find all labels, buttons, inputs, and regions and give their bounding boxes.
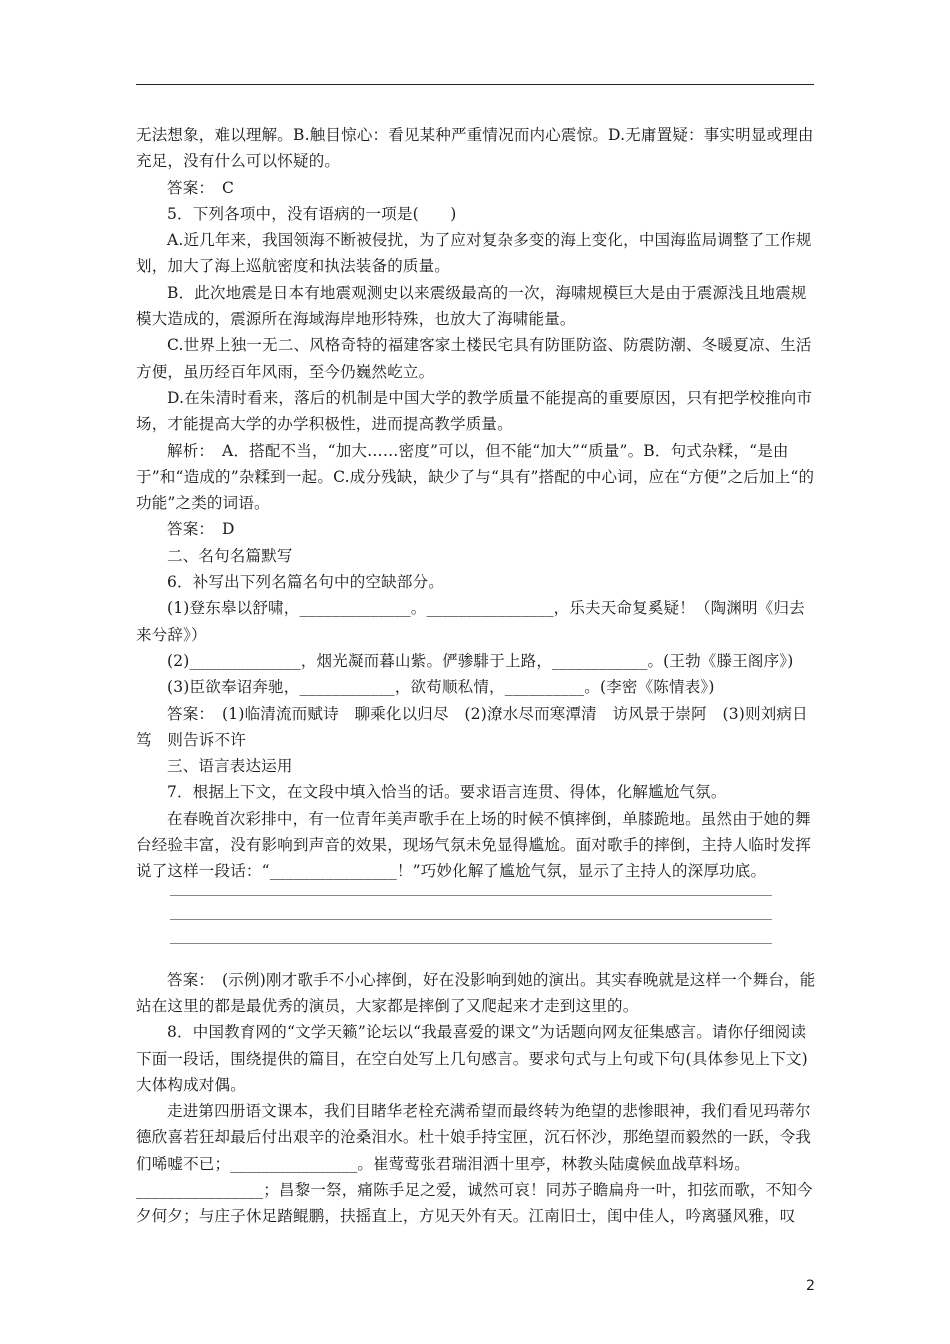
answer-blank-line <box>170 919 772 920</box>
answer-blank-lines <box>136 895 816 944</box>
answer-paragraph: 答案： (示例)刚才歌手不小心摔倒，好在没影响到她的演出。其实春晚就是这样一个舞台，能站在这里的都是最优秀的演员，大家都是摔倒了又爬起来才走到这里的。 <box>136 970 816 1015</box>
answer-blank-line <box>170 943 772 944</box>
text-line: 无法想象，难以理解。B.触目惊心：看见某种严重情况而内心震惊。D.无庸置疑：事实明显或理由充足，没有什么可以怀疑的。 <box>136 126 814 171</box>
fill-item-3: (3)臣欲奉诏奔驰，____________，欲苟顺私情，__________。(李密《陈情表》) <box>167 678 715 697</box>
answer-line: 答案： D <box>167 520 235 539</box>
option-c: C.世界上独一无二、风格奇特的福建客家土楼民宅具有防匪防盗、防震防潮、冬暖夏凉、生活方便，虽历经百年风雨，至今仍巍然屹立。 <box>136 336 812 381</box>
passage-paragraph: 走进第四册语文课本，我们目睹华老栓充满希望而最终转为绝望的悲惨眼神，我们看见玛蒂尔德欣喜若狂却最后付出艰辛的沧桑泪水。杜十娘手持宝匣，沉石怀沙，那绝望而毅然的一跃，令我们唏嘘不已；________________。崔莺莺张君瑞泪洒十里亭，林教头陆虞候血战草料场。________________；昌黎一祭，痛陈手足之爱，诚然可哀！同苏子瞻扁舟一叶，扣弦而歌，不知今夕何夕；与庄子休足踏鲲鹏，扶摇直上，方见天外有天。江南旧士，闺中佳人，吟离骚风雅，叹 <box>136 1102 813 1226</box>
option-b: B．此次地震是日本有地震观测史以来震级最高的一次，海啸规模巨大是由于震源浅且地震规模大造成的，震源所在海域海岸地形特殊，也放大了海啸能量。 <box>136 283 807 329</box>
fill-item-1: (1)登东皋以舒啸，______________。________________，乐夫天命复奚疑！（陶渊明《归去来兮辞》） <box>136 599 805 644</box>
question-5: 5．下列各项中，没有语病的一项是( ) <box>167 204 457 223</box>
page-number: 2 <box>806 1278 815 1294</box>
fill-item-2: (2)______________，烟光凝而暮山紫。俨骖騑于上路，____________。(王勃《滕王阁序》) <box>167 651 794 670</box>
answer-line: 答案： (1)临清流而赋诗 聊乘化以归尽 (2)潦水尽而寒潭清 访风景于崇阿 (3)则刘病日笃 则告诉不许 <box>136 704 808 749</box>
header-rule <box>136 84 814 85</box>
section-heading: 二、名句名篇默写 <box>167 546 293 565</box>
answer-line: 答案： C <box>167 178 235 197</box>
option-a: A.近几年来，我国领海不断被侵扰，为了应对复杂多变的海上变化，中国海监局调整了工作规划，加大了海上巡航密度和执法装备的质量。 <box>136 231 812 276</box>
question-8: 8．中国教育网的“文学天籁”论坛以“我最喜爱的课文”为话题向网友征集感言。请你仔细阅读下面一段话，围绕提供的篇目，在空白处写上几句感言。要求句式与上句或下句(具体参见上下文)大体构成对偶。 <box>136 1023 808 1094</box>
page-body <box>136 122 816 1230</box>
answer-blank-line <box>170 895 772 896</box>
analysis-paragraph: 解析： A．搭配不当，“加大……密度”可以，但不能“加大”“质量”。B．句式杂糅，“是由于”和“造成的”杂糅到一起。C.成分残缺，缺少了与“具有”搭配的中心词，应在“方便”之后加上“的功能”之类的词语。 <box>136 441 815 513</box>
question-7: 7．根据上下文，在文段中填入恰当的话。要求语言连贯、得体，化解尴尬气氛。 <box>167 783 727 802</box>
passage-paragraph: 在春晚首次彩排中，有一位青年美声歌手在上场的时候不慎摔倒，单膝跪地。虽然由于她的舞台经验丰富，没有影响到声音的效果，现场气氛未免显得尴尬。面对歌手的摔倒，主持人临时发挥说了这样一段话：“________________！”巧妙化解了尴尬气氛，显示了主持人的深厚功底。 <box>136 809 812 881</box>
question-6: 6．补写出下列名篇名句中的空缺部分。 <box>167 573 444 592</box>
option-d: D.在朱清时看来，落后的机制是中国大学的教学质量不能提高的重要原因，只有把学校推向市场，才能提高大学的办学积极性，进而提高教学质量。 <box>136 388 813 434</box>
section-heading: 三、语言表达运用 <box>167 757 293 776</box>
